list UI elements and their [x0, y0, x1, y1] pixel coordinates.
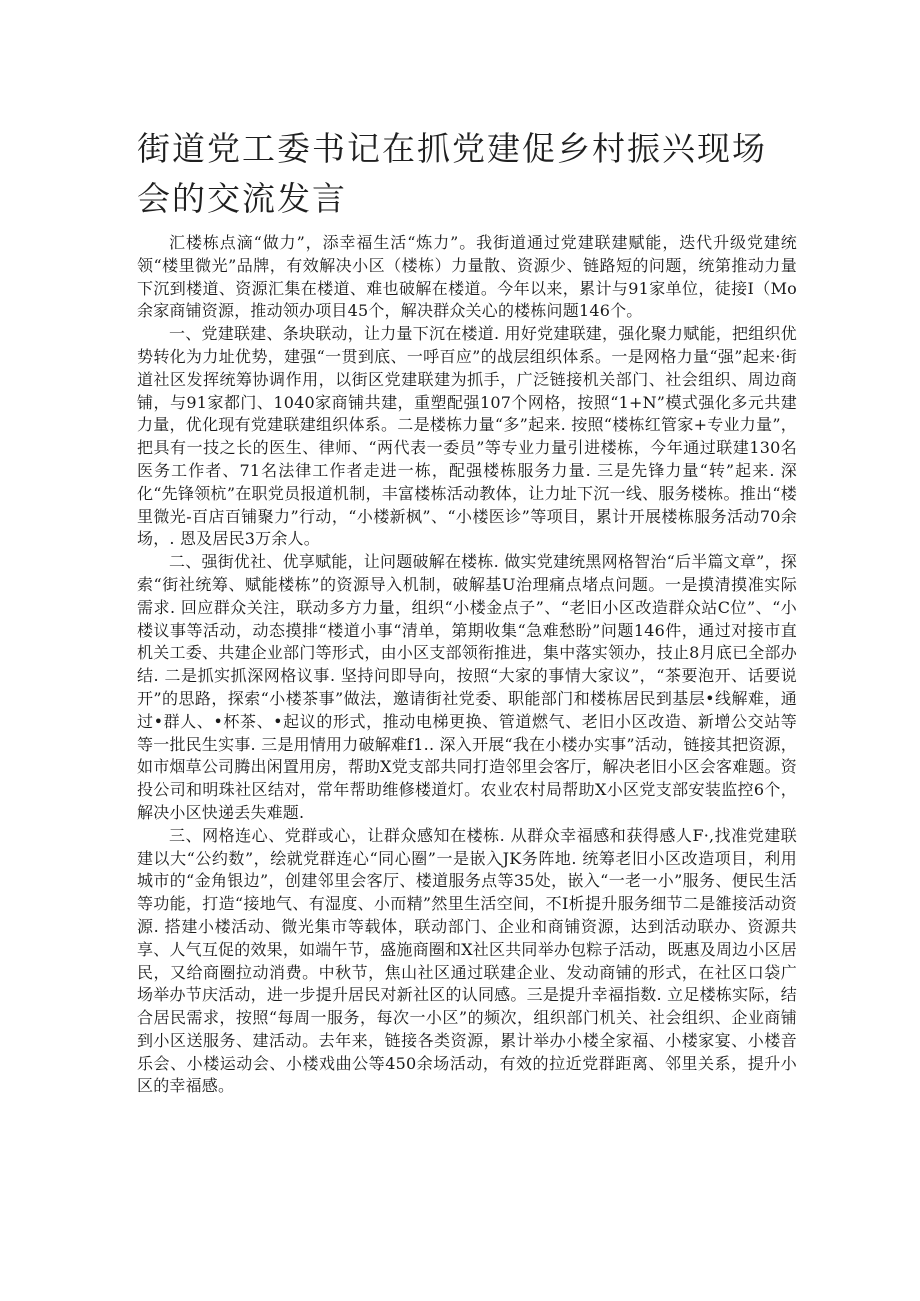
paragraph-section-2: 二、强街优社、优享赋能，让问题破解在楼栋. 做实党建统黑网格智治“后半篇文章”，探索“街社统筹、赋能楼栋”的资源导入机制，破解基U治理痛点堵点问题。一是摸清摸准实际需求. 回应群众关注，联动多方力量，组织“小楼金点子”、“老旧小区改造群众站C位”、“小楼议事等活动，动态摸排“楼道小事“清单，第期收集“急难愁盼”问题146件，通过对接市直机关工委、共建企业部门等形式，由小区支部领衔推进，集中落实领办，技止8月底已全部办结. 二是抓实抓深网格议事. 坚持问即导向，按照“大家的事情大家议”，“茶要泡开、话要说开”的思路，探索“小楼茶事”做法，邀请街社党委、职能部门和楼栋居民到基层•线解难，通过•群人、•杯茶、•起议的形式，推动电梯更换、管道燃气、老旧小区改造、新增公交站等等一批民生实事. 三是用情用力破解难f1.. 深入开展“我在小楼办实事”活动，链接其把资源，如市烟草公司腾出闲置用房，帮助X党支部共同打造邻里会客厅，解决老旧小区会客难题。资投公司和明珠社区结对，常年帮助维修楼道灯。农业农村局帮助X小区党支部安装监控6个，解决小区快递丢失难题.: [137, 552, 797, 822]
document-title: 街道党工委书记在抓党建促乡村振兴现场会的交流发言: [137, 129, 767, 218]
paragraph-intro: 汇楼栋点滴“做力”，添幸福生活“炼力”。我街道通过党建联建赋能，迭代升级党建统领“楼里微光”品牌，有效解决小区（楼栋）力量散、资源少、链路短的问题，统第推动力量下沉到楼道、资源汇集在楼道、难也破解在楼道。今年以来，累计与91家单位，徒接I（Mo余家商铺资源，推动领办项目45个，解决群众关心的楼栋问题146个。: [137, 233, 797, 321]
paragraph-section-1: 一、党建联建、条块联动，让力量下沉在楼道. 用好党建联建，强化聚力赋能，把组织优势转化为力址优势，建强“一贯到底、一呼百应”的战层组织体系。一是网格力量“强”起来·街道社区发挥统筹协调作用，以街区党建联建为抓手，广泛链接机关部门、社会组织、周边商铺，与91家都门、1040家商铺共建，重塑配强107个网格，按照“1+N”模式强化多元共建力量，优化现有党建联建组织体系。二是楼栋力量“多”起来. 按照“楼栋红管家+专业力量”，把具有一技之长的医生、律师、“两代表一委员”等专业力量引进楼栋，今年通过联建130名医务工作者、71名法律工作者走进一栋，配强楼栋服务力量. 三是先锋力量“转”起来. 深化“先锋领杭”在职党员报道机制，丰富楼栋活动教体，让力址下沉一线、服务楼栋。推出“楼里微光-百店百铺聚力”行动，“小楼新枫”、“小楼医诊”等项目，累计开展楼栋服务活动70余场，. 恩及居民3万余人。: [137, 324, 797, 549]
document-body: [137, 232, 797, 1098]
paragraph-section-3: 三、网格连心、党群或心，让群众感知在楼栋. 从群众幸福感和获得感人F·,找准党建联建以大“公约数”，绘就党群连心“同心圈”一是嵌入JK务阵地. 统筹老旧小区改造项目，利用城市的“金角银边”，创建邻里会客厅、楼道服务点等35处，嵌入“一老一小”服务、便民生活等功能，打造“接地气、有湿度、小而精”然里生活空间，不I析提升服务细节二是雒接活动资源. 搭建小楼活动、微光集市等载体，联动部门、企业和商铺资源，达到活动联办、资源共享、人气互促的效果，如端午节，盛施商圈和X社区共同举办包粽子活动，既惠及周边小区居民，又给商圈拉动消费。中秋节，焦山社区通过联建企业、发动商铺的形式，在社区口袋广场举办节庆活动，进一步提升居民对新社区的认同感。三是提升幸福指数. 立足楼栋实际，结合居民需求，按照“每周一服务，每次一小区”的频次，组织部门机关、社会组织、企业商铺到小区送服务、建活动。去年来，链接各类资源，累计举办小楼全家福、小楼家宴、小楼音乐会、小楼运动会、小楼戏曲公等450余场活动，有效的拉近党群距离、邻里关系，提升小区的幸福感。: [137, 825, 797, 1096]
